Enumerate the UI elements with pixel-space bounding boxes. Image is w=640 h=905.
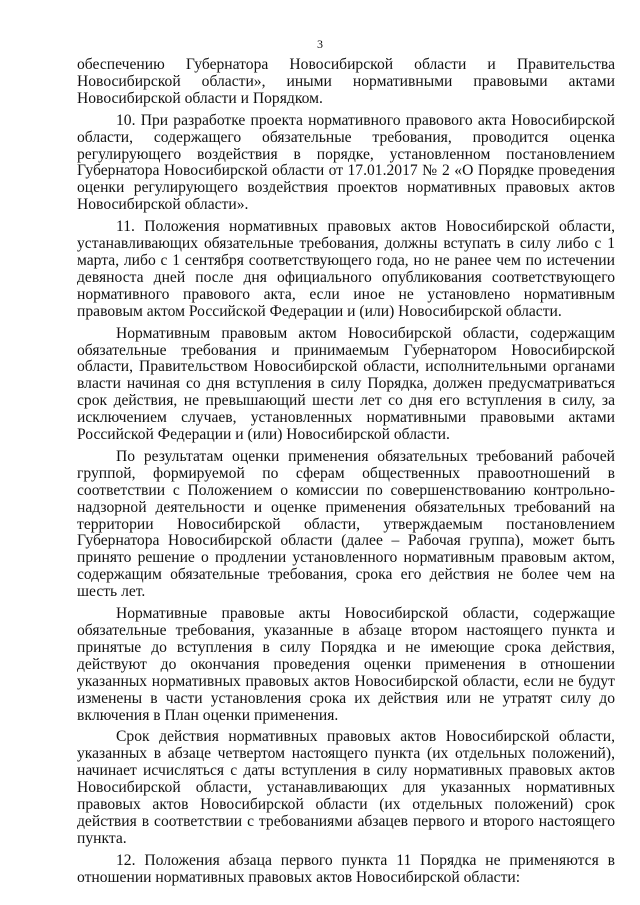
page-number: 3 bbox=[317, 37, 323, 51]
paragraph-continuation: обеспечению Губернатора Новосибирской области и Правительства Новосибирской области», иными нормативными правовыми актами Новосибирской области и Порядком. bbox=[77, 56, 615, 107]
paragraph-item-10: 10. При разработке проекта нормативного правового акта Новосибирской области, содержащего обязательные требования, проводится оценка регулирующего воздействия в порядке, установленном постановлением Губернатора Новосибирской области от 17.01.2017 № 2 «О Порядке проведения оценки регулирующего воздействия проектов нормативных правовых актов Новосибирской области». bbox=[77, 111, 615, 214]
paragraph-item-11-third: По результатам оценки применения обязательных требований рабочей группой, формируемой по сферам общественных правоотношений в соответствии с Положением о комиссии по совершенствованию контрольно-надзорной деятельности и оценке применения обязательных требований на территории Новосибирской области, утверждаемым постановлением Губернатора Новосибирской области (далее – Рабочая группа), может быть принято решение о продлении установленного нормативным правовым актом, содержащим обязательные требования, срока его действия не более чем на шесть лет. bbox=[77, 447, 615, 601]
paragraph-item-11-fifth: Срок действия нормативных правовых актов Новосибирской области, указанных в абзаце четвертом настоящего пункта (их отдельных положений), начинает исчисляться с даты вступления в силу нормативных правовых актов Новосибирской области, устанавливающих для указанных нормативных правовых актов Новосибирской области (их отдельных положений) срок действия в соответствии с требованиями абзацев первого и второго настоящего пункта. bbox=[77, 728, 615, 847]
paragraph-item-11-fourth: Нормативные правовые акты Новосибирской области, содержащие обязательные требования, указанные в абзаце втором настоящего пункта и принятые до вступления в силу Порядка и не имеющие срока действия, действуют до окончания проведения оценки применения в отношении указанных нормативных правовых актов Новосибирской области, если не будут изменены в части установления срока их действия или не утратят силу до включения в План оценки применения. bbox=[77, 605, 615, 724]
paragraph-item-11: 11. Положения нормативных правовых актов Новосибирской области, устанавливающих обязательные требования, должны вступать в силу либо с 1 марта, либо с 1 сентября соответствующего года, но не ранее чем по истечении девяноста дней после дня официального опубликования соответствующего нормативного правового акта, если иное не установлено нормативным правовым актом Российской Федерации и (или) Новосибирской области. bbox=[77, 218, 615, 320]
document-body bbox=[77, 57, 615, 892]
paragraph-item-12: 12. Положения абзаца первого пункта 11 Порядка не применяются в отношении нормативных правовых актов Новосибирской области: bbox=[77, 851, 615, 886]
paragraph-item-11-second: Нормативным правовым актом Новосибирской области, содержащим обязательные требования и принимаемым Губернатором Новосибирской области, Правительством Новосибирской области, исполнительными органами власти начиная со дня вступления в силу Порядка, должен предусматриваться срок действия, не превышающий шести лет со дня его вступления в силу, за исключением случаев, установленных нормативными правовыми актами Российской Федерации и (или) Новосибирской области. bbox=[77, 324, 615, 444]
